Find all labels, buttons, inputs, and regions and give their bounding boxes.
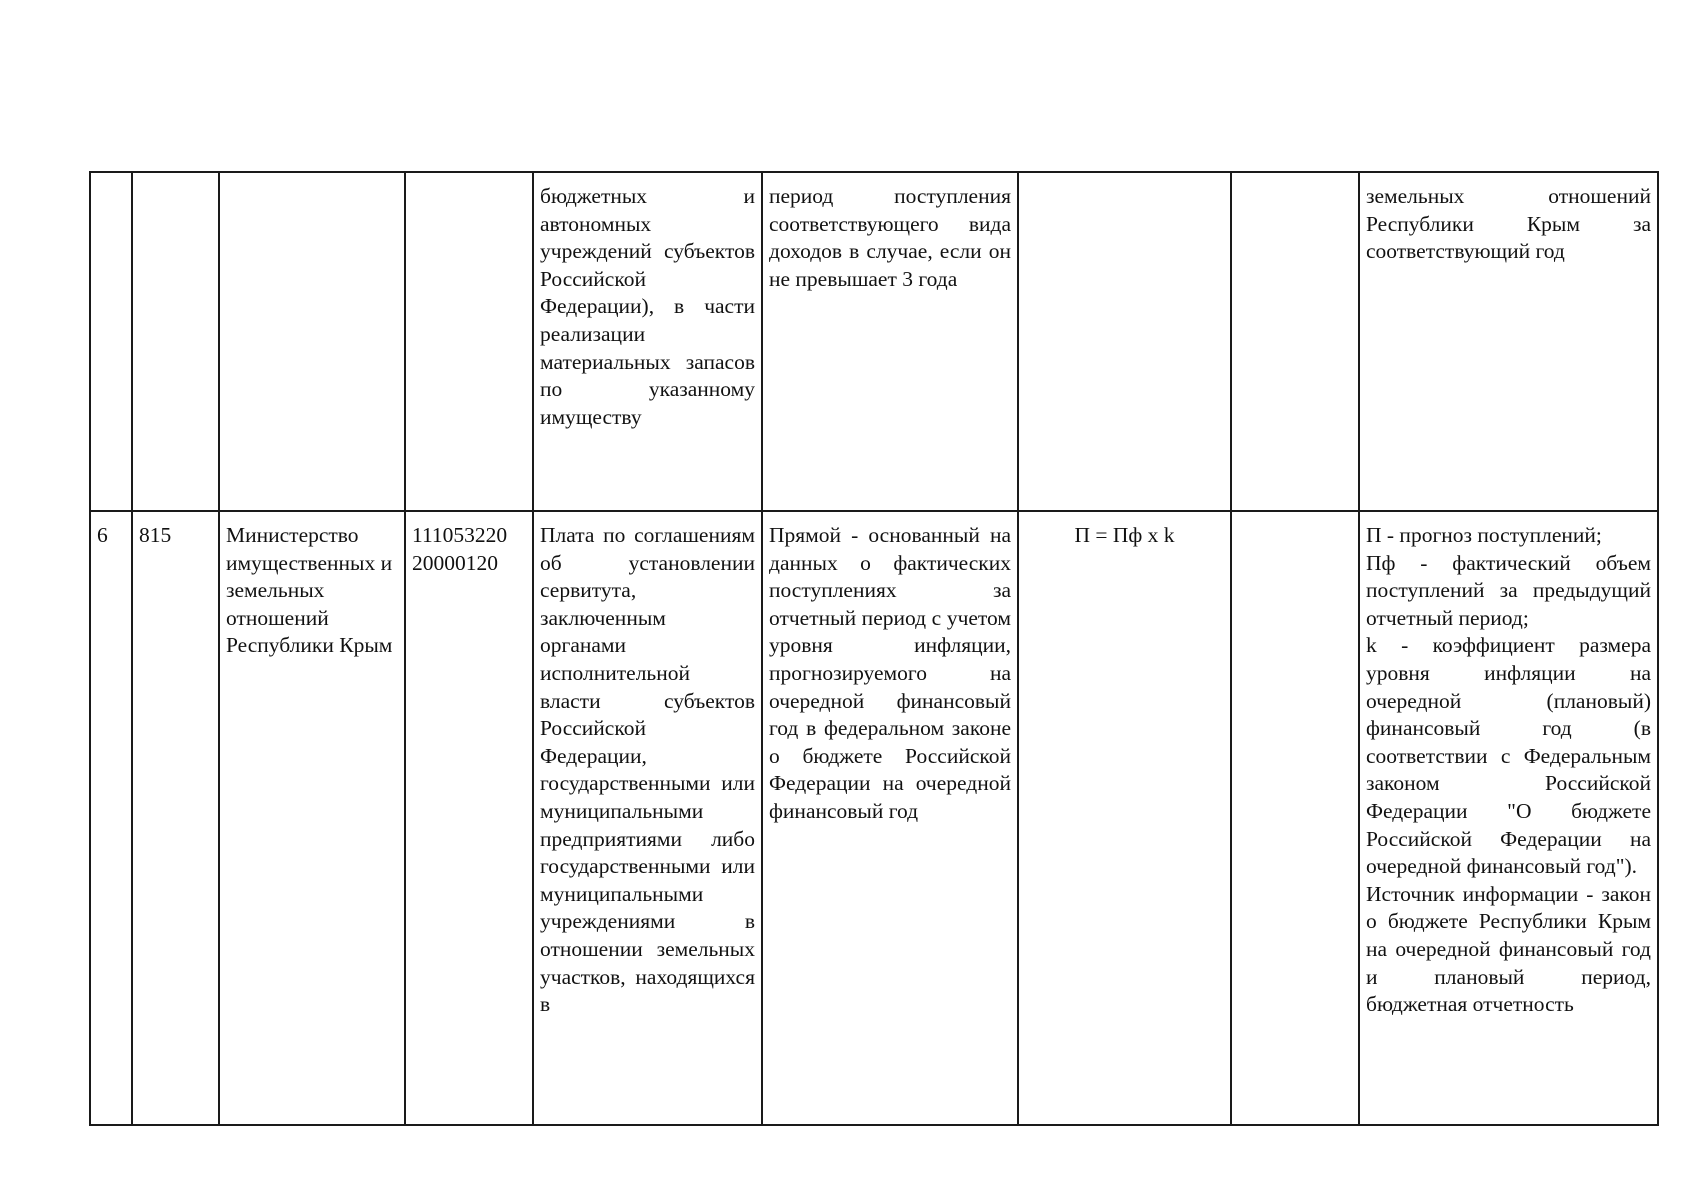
- cell-chapter-code: [132, 172, 219, 511]
- description-line: Источник информации - закон о бюджете Республики Крым на очередной финансовый год и плановый период, бюджетная отчетность: [1366, 881, 1651, 1017]
- cell-kbk: 111053220 20000120: [405, 511, 533, 1125]
- cell-forecast-method: Прямой - основанный на данных о фактических поступлениях за отчетный период с учетом уровня инфляции, прогнозируемого на очередной финансовый год в федеральном законе о бюджете Российской Федерации на очередной финансовый год: [762, 511, 1018, 1125]
- cell-revenue-name: Плата по соглашениям об установлении сервитута, заключенным органами исполнительной власти субъектов Российской Федерации, государственными или муниципальными предприятиями либо государственными или муниципальными учреждениями в отношении земельных участков, находящихся в: [533, 511, 762, 1125]
- description-line: П - прогноз поступлений;: [1366, 523, 1602, 547]
- cell-revenue-name: бюджетных и автономных учреждений субъектов Российской Федерации), в части реализации материальных запасов по указанному имуществу: [533, 172, 762, 511]
- cell-formula: [1018, 172, 1231, 511]
- cell-algorithm: [1231, 172, 1359, 511]
- cell-forecast-method: период поступления соответствующего вида доходов в случае, если он не превышает 3 года: [762, 172, 1018, 511]
- cell-algorithm: [1231, 511, 1359, 1125]
- revenue-forecast-table: [89, 171, 1659, 1126]
- cell-number: [90, 172, 132, 511]
- table-row: [90, 172, 1658, 511]
- description-line: k - коэффициент размера уровня инфляции на очередной (плановый) финансовый год (в соответствии с Федеральным законом Российской Федерации "О бюджете Российской Федерации на очередной финансовый год").: [1366, 633, 1651, 879]
- cell-kbk: [405, 172, 533, 511]
- cell-description: [1359, 511, 1658, 1125]
- cell-administrator: [219, 172, 405, 511]
- cell-number: 6: [90, 511, 132, 1125]
- cell-formula: П = Пф х k: [1018, 511, 1231, 1125]
- cell-description: земельных отношений Республики Крым за соответствующий год: [1359, 172, 1658, 511]
- table-row: [90, 511, 1658, 1125]
- description-line: Пф - фактический объем поступлений за предыдущий отчетный период;: [1366, 550, 1651, 630]
- cell-administrator: Министерство имущественных и земельных отношений Республики Крым: [219, 511, 405, 1125]
- cell-chapter-code: 815: [132, 511, 219, 1125]
